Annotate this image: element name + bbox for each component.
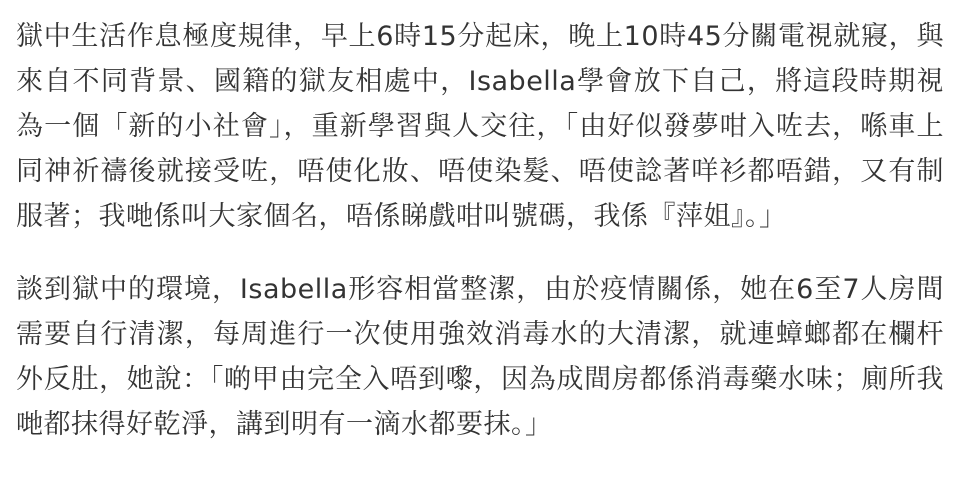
paragraph-1: 獄中生活作息極度規律，早上6時15分起床，晚上10時45分關電視就寢，與來自不同背景、國籍的獄友相處中，Isabella學會放下自己，將這段時期視為一個「新的小社會」，重新學習與人交往，「由好似發夢咁入咗去，喺車上同神祈禱後就接受咗，唔使化妝、唔使染髮、唔使諗著咩衫都唔錯，又有制服著；我哋係叫大家個名，唔係睇戲咁叫號碼，我係『萍姐』。」: [16, 21, 944, 232]
paragraph-2: 談到獄中的環境，Isabella形容相當整潔，由於疫情關係，她在6至7人房間需要自行清潔，每周進行一次使用強效消毒水的大清潔，就連蟑螂都在欄杆外反肚，她說：「啲甲由完全入唔到嚟，因為成間房都係消毒藥水味；廁所我哋都抹得好乾淨，講到明有一滴水都要抹。」: [16, 274, 944, 440]
article-body: [16, 14, 944, 447]
